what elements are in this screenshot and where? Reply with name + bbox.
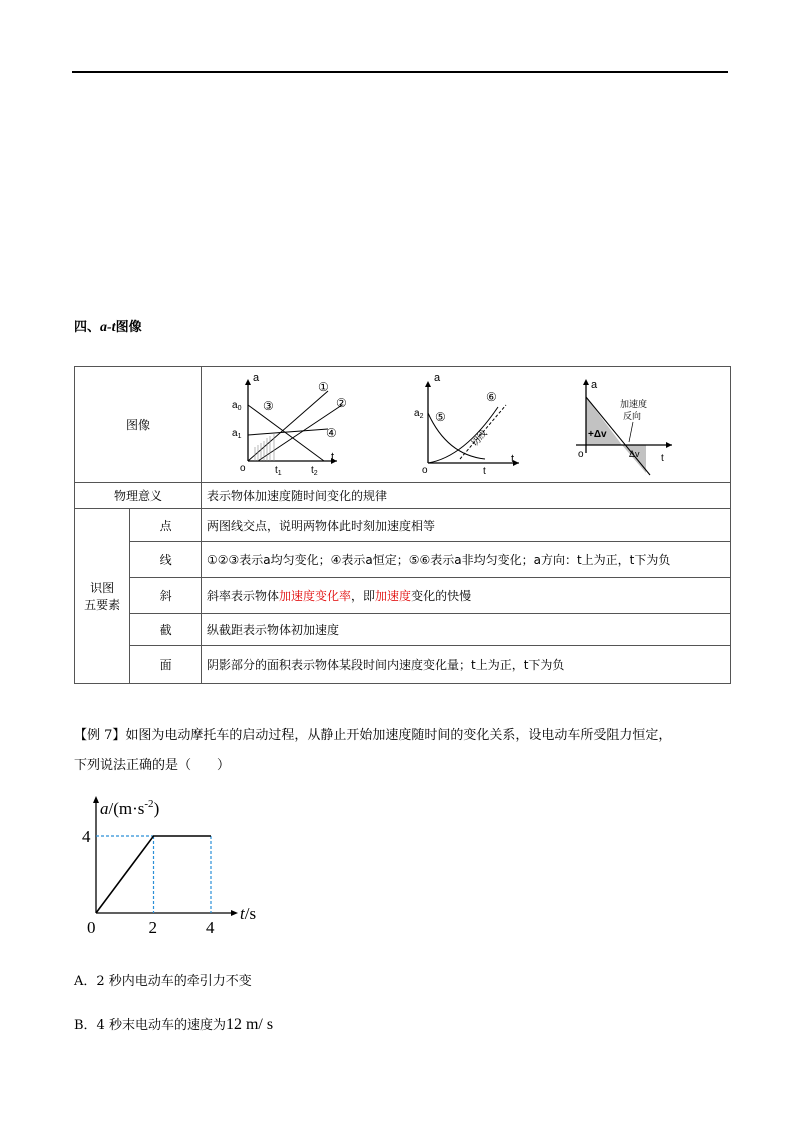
graph-3 (576, 379, 672, 475)
chart-x-label: t/s (240, 904, 257, 923)
graph-1 (232, 372, 347, 477)
table-row-area (75, 646, 731, 684)
graph1-a1-label: $a_1$ (232, 428, 242, 440)
graph2-origin: o (422, 465, 428, 476)
table-row-point (75, 509, 731, 542)
header-rule (72, 71, 728, 73)
element-text-area: 阴影部分的面积表示物体某段时间内速度变化量；t上为正，t下为负 (202, 646, 731, 684)
graph1-curve1-label: ① (318, 380, 329, 394)
row-label-meaning: 物理意义 (75, 483, 202, 509)
graph1-t2-label: $t_2$ (311, 465, 318, 477)
graph1-curve2-label: ② (336, 396, 347, 410)
chart-y-tick-label: 4 (82, 827, 91, 846)
graph1-a0-label: $a_0$ (232, 400, 242, 412)
example-line-1: 【例 7】如图为电动摩托车的启动过程，从静止开始加速度随时间的变化关系，设电动车所受阻力恒定， (74, 728, 672, 743)
example-line-2: 下列说法正确的是（ ） (74, 758, 231, 773)
element-text-line: ①②③表示a均匀变化；④表示a恒定；⑤⑥表示a非均匀变化；a方向：t上为正，t下为负 (202, 542, 731, 578)
graph2-a2-label: $a_2$ (414, 408, 424, 420)
at-chart (74, 792, 294, 942)
graph3-neg-dv: Δv (629, 449, 640, 459)
graph1-origin: o (240, 463, 246, 474)
graph3-accel-label: 加速度 (620, 399, 648, 409)
table-row-line (75, 542, 731, 578)
graph3-reverse-label: 反向 (623, 411, 642, 421)
graph2-curve5-label: ⑤ (435, 410, 446, 424)
element-name-slope: 斜 (130, 578, 202, 614)
graph3-pos-dv: +Δv (588, 429, 607, 440)
option-a: A．2 秒内电动车的牵引力不变 (74, 974, 252, 989)
chart-x-arrow (231, 910, 238, 916)
chart-x-tick-label: 0 (87, 918, 96, 937)
element-text-point: 两图线交点，说明两物体此时刻加速度相等 (202, 509, 731, 542)
table-row-image (75, 367, 731, 483)
element-text-slope: 斜率表示物体加速度变化率，即加速度变化的快慢 (202, 578, 731, 614)
element-name-intercept: 截 (130, 614, 202, 646)
graph2-a-label: a (434, 372, 441, 384)
table-row-intercept (75, 614, 731, 646)
option-b: B．4 秒末电动车的速度为12 m/ s (74, 1016, 274, 1033)
graph2-curve6-label: ⑥ (486, 390, 497, 404)
graphs-svg (202, 367, 730, 479)
element-name-point: 点 (130, 509, 202, 542)
chart-x-tick-label: 2 (148, 918, 157, 937)
graph2-tangent-label: 切线 (469, 428, 489, 449)
graphs-cell (202, 367, 731, 483)
graph1-curve4-label: ④ (326, 426, 337, 440)
graph3-a-label: a (591, 379, 598, 391)
element-text-intercept: 纵截距表示物体初加速度 (202, 614, 731, 646)
graph1-curve3-label: ③ (263, 399, 274, 413)
chart-x-tick-label: 4 (206, 918, 215, 937)
graph3-t-axis-label: t (661, 453, 664, 464)
graph2-t-axis-label: t (511, 453, 515, 465)
graph2-t-mark: t (483, 466, 486, 477)
element-name-line: 线 (130, 542, 202, 578)
at-graph-table (74, 366, 731, 684)
chart-y-arrow (93, 796, 99, 803)
chart-guides (96, 836, 211, 913)
graph1-t-axis-label: t (331, 451, 335, 463)
graph1-a-label: a (253, 372, 260, 384)
graph-2 (414, 372, 519, 477)
row-text-meaning: 表示物体加速度随时间变化的规律 (202, 483, 731, 509)
element-name-area: 面 (130, 646, 202, 684)
graph1-t1-label: $t_1$ (275, 465, 282, 477)
table-row-slope (75, 578, 731, 614)
chart-y-label: $a/(m\cdot s^{-2})$ (100, 798, 160, 818)
graph3-origin: o (578, 449, 584, 460)
table-row-meaning (75, 483, 731, 509)
row-label-image: 图像 (75, 367, 202, 483)
section-title: 四、a-t图像 (74, 320, 142, 335)
group-label: 识图 五要素 (75, 509, 130, 684)
